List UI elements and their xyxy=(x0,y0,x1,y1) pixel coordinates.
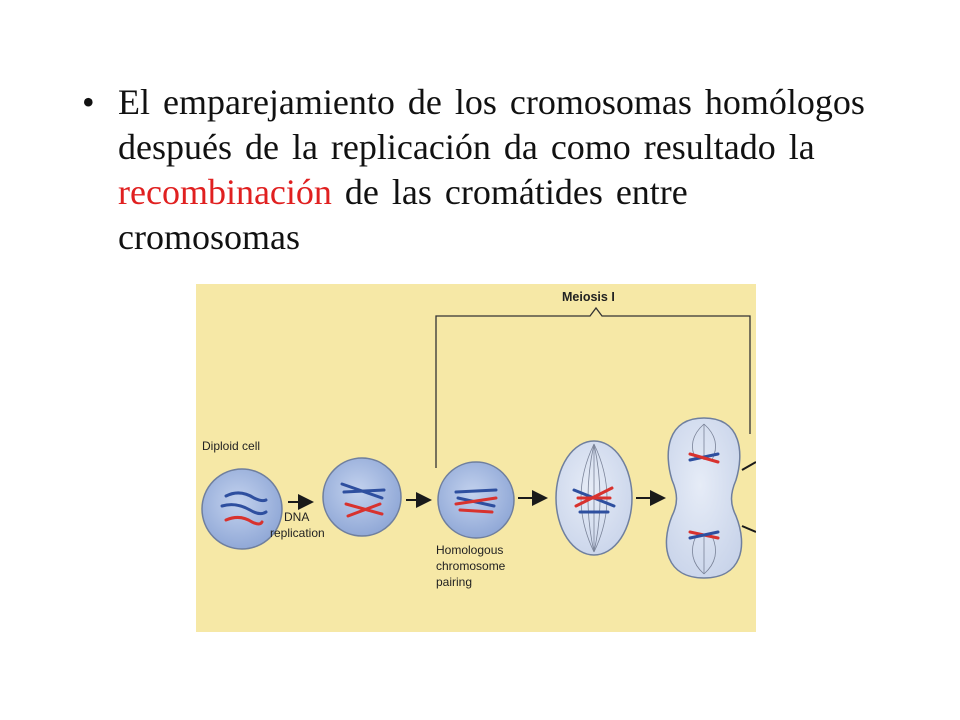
bullet-dot: • xyxy=(82,82,95,122)
dividing-cell xyxy=(666,418,741,578)
dna-label-line1: DNA xyxy=(284,510,310,524)
bullet-paragraph xyxy=(82,80,882,260)
pairing-label-line2: chromosome xyxy=(436,559,506,573)
highlight-word: recombinación xyxy=(118,172,332,212)
diploid-label: Diploid cell xyxy=(202,439,261,453)
pairing-label-line3: pairing xyxy=(436,575,473,589)
text-after: de las cromátides entre cromosomas xyxy=(118,172,688,257)
text-before: El emparejamiento de los cromosomas homólogos después de la replicación da como resultado la xyxy=(118,82,865,167)
dna-label-line2: replication xyxy=(270,526,325,540)
bullet-text xyxy=(118,80,882,260)
pairing-label-line1: Homologous xyxy=(436,543,504,557)
spindle-cell xyxy=(556,441,632,555)
meiosis-figure xyxy=(196,284,756,632)
pairing-cell xyxy=(438,462,514,538)
meiosis-label: Meiosis I xyxy=(562,290,615,304)
replicated-cell xyxy=(323,458,401,536)
